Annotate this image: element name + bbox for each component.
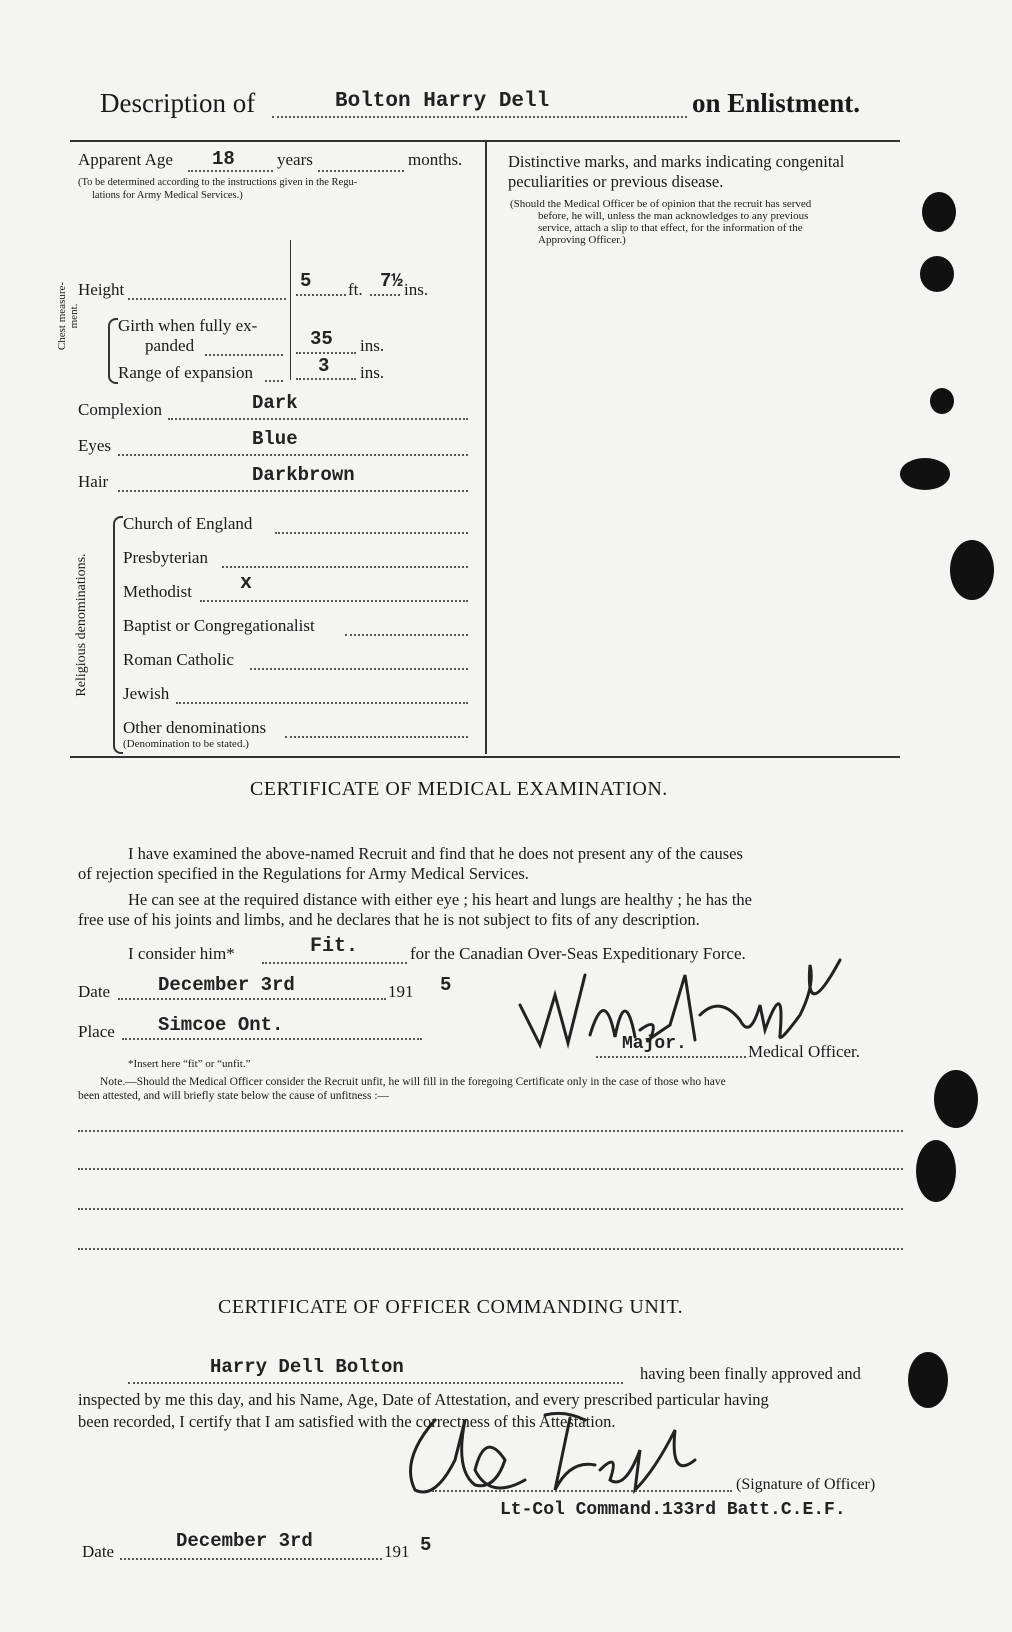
unfit-line-4: [78, 1248, 903, 1250]
religion-side-label: Religious denominations.: [74, 553, 89, 697]
range-value-line: [296, 378, 356, 380]
commanding-date-label: Date: [82, 1542, 115, 1561]
religion-presb-line: [222, 566, 468, 568]
height-ft-line: [296, 294, 346, 296]
medical-p2-a: He can see at the required distance with either eye ; his heart and lungs are healthy ; he has the: [128, 890, 753, 909]
commanding-date-value: December 3rd: [176, 1530, 313, 1552]
medical-date-line: [118, 998, 386, 1000]
commanding-p-a: having been finally approved and: [640, 1364, 861, 1383]
girth-value: 35: [310, 328, 333, 350]
commanding-sig-line: [432, 1490, 732, 1492]
age-years-value: 18: [212, 148, 235, 170]
marks-note-1: (Should the Medical Officer be of opinion that the recruit has served: [510, 198, 812, 210]
fit-value: Fit.: [310, 935, 359, 958]
punch-hole-1: [922, 192, 956, 232]
punch-hole-4: [900, 458, 950, 490]
girth-unit: ins.: [360, 336, 385, 355]
place-label: Place: [78, 1022, 115, 1041]
months-word: months.: [408, 150, 463, 169]
place-line: [122, 1038, 422, 1040]
commanding-officer-signature: [395, 1400, 715, 1510]
years-word: years: [277, 150, 313, 169]
religion-coe-line: [275, 532, 468, 534]
header-suffix: on Enlistment.: [692, 88, 861, 118]
girth-label-line: [205, 354, 283, 356]
chest-label: Chest measure-ment.: [56, 281, 80, 351]
medical-date-value: December 3rd: [158, 974, 295, 996]
religion-methodist: Methodist: [123, 582, 192, 601]
range-label: Range of expansion: [118, 363, 254, 382]
commanding-unit-value: Lt-Col Command.133rd Batt.C.E.F.: [500, 1500, 846, 1520]
hair-line: [118, 490, 468, 492]
methodist-mark: x: [240, 572, 253, 595]
distinctive-marks-1: Distinctive marks, and marks indicating congenital: [508, 152, 845, 171]
header-name-line: [272, 116, 687, 118]
medical-year-digit: 5: [440, 974, 452, 996]
religion-jewish: Jewish: [123, 684, 170, 703]
medical-note-b: been attested, and will briefly state below the cause of unfitness :—: [78, 1090, 390, 1102]
girth-label-1: Girth when fully ex-: [118, 316, 258, 335]
religion-brace: [113, 516, 123, 754]
hair-label: Hair: [78, 472, 109, 491]
commanding-name-value: Harry Dell Bolton: [210, 1356, 404, 1378]
complexion-line: [168, 418, 468, 420]
commanding-year-prefix: 191: [384, 1542, 410, 1561]
force-label: for the Canadian Over-Seas Expeditionary Force.: [410, 944, 746, 963]
range-label-line: [265, 380, 283, 382]
eyes-value: Blue: [252, 428, 298, 450]
medical-rank: Major.: [622, 1034, 687, 1054]
marks-note-3: service, attach a slip to that effect, for the information of the: [538, 222, 803, 234]
complexion-value: Dark: [252, 392, 298, 414]
religion-other-note: (Denomination to be stated.): [123, 738, 249, 750]
value-column-line: [290, 240, 291, 380]
girth-value-line: [296, 352, 356, 354]
marks-note-2: before, he will, unless the man acknowledges to any previous: [538, 210, 809, 222]
ft-word: ft.: [348, 280, 363, 299]
consider-label: I consider him*: [128, 944, 235, 963]
eyes-label: Eyes: [78, 436, 112, 455]
medical-p1-a: I have examined the above-named Recruit and find that he does not present any of the causes: [128, 844, 743, 863]
commanding-name-line: [128, 1382, 623, 1384]
height-in-value: 7½: [380, 270, 403, 292]
insert-note: *Insert here “fit” or “unfit.”: [128, 1058, 251, 1070]
punch-hole-2: [920, 256, 954, 292]
commanding-sig-label: (Signature of Officer): [736, 1476, 876, 1493]
marks-note-4: Approving Officer.): [538, 234, 626, 246]
header-prefix: Description of: [100, 88, 256, 118]
medical-officer-label: Medical Officer.: [748, 1042, 861, 1061]
commanding-title: CERTIFICATE OF OFFICER COMMANDING UNIT.: [218, 1296, 684, 1318]
punch-hole-8: [908, 1352, 948, 1408]
age-note-2: lations for Army Medical Services.): [92, 190, 243, 201]
medical-title: CERTIFICATE OF MEDICAL EXAMINATION.: [250, 778, 668, 800]
middle-rule: [70, 756, 900, 758]
punch-hole-5: [950, 540, 994, 600]
unfit-line-3: [78, 1208, 903, 1210]
religion-other-line: [285, 736, 468, 738]
height-in-line: [370, 294, 400, 296]
hair-value: Darkbrown: [252, 464, 355, 486]
punch-hole-6: [934, 1070, 978, 1128]
eyes-line: [118, 454, 468, 456]
commanding-date-line: [120, 1558, 382, 1560]
religion-jew-line: [176, 702, 468, 704]
fit-line: [262, 962, 407, 964]
religion-roman-catholic: Roman Catholic: [123, 650, 234, 669]
medical-note-a: Note.—Should the Medical Officer consider the Recruit unfit, he will fill in the foregoing Certificate only in the case of those who have: [100, 1076, 726, 1088]
religion-church-of-england: Church of England: [123, 514, 253, 533]
religion-presbyterian: Presbyterian: [123, 548, 208, 567]
age-months-line: [318, 170, 404, 172]
column-divider: [485, 142, 487, 754]
chest-brace: [108, 318, 118, 384]
ins-word: ins.: [404, 280, 429, 299]
medical-p1-b: of rejection specified in the Regulations for Army Medical Services.: [78, 864, 529, 883]
religion-rc-line: [250, 668, 468, 670]
height-line: [128, 298, 286, 300]
place-value: Simcoe Ont.: [158, 1014, 284, 1036]
range-value: 3: [318, 355, 330, 377]
religion-bapt-line: [345, 634, 468, 636]
medical-officer-line: [596, 1056, 746, 1058]
commanding-p-c: been recorded, I certify that I am satisfied with the correctness of this Attestation.: [78, 1412, 616, 1431]
religion-other: Other denominations: [123, 718, 267, 737]
age-label: Apparent Age: [78, 150, 173, 169]
height-ft-value: 5: [300, 270, 312, 292]
girth-label-2: panded: [145, 336, 195, 355]
punch-hole-3: [930, 388, 954, 414]
header-name: Bolton Harry Dell: [335, 90, 550, 113]
unfit-line-1: [78, 1130, 903, 1132]
religion-meth-line: [200, 600, 468, 602]
age-years-line: [188, 170, 273, 172]
height-label: Height: [78, 280, 125, 299]
age-note-1: (To be determined according to the instructions given in the Regu-: [78, 177, 358, 188]
unfit-line-2: [78, 1168, 903, 1170]
religion-baptist: Baptist or Congregationalist: [123, 616, 315, 635]
commanding-year-digit: 5: [420, 1534, 432, 1556]
medical-year-prefix: 191: [388, 982, 414, 1001]
distinctive-marks-2: peculiarities or previous disease.: [508, 172, 724, 191]
punch-hole-7: [916, 1140, 956, 1202]
medical-p2-b: free use of his joints and limbs, and he declares that he is not subject to fits of any description.: [78, 910, 700, 929]
commanding-p-b: inspected by me this day, and his Name, Age, Date of Attestation, and every prescribed particular having: [78, 1390, 769, 1409]
complexion-label: Complexion: [78, 400, 163, 419]
range-unit: ins.: [360, 363, 385, 382]
medical-date-label: Date: [78, 982, 111, 1001]
